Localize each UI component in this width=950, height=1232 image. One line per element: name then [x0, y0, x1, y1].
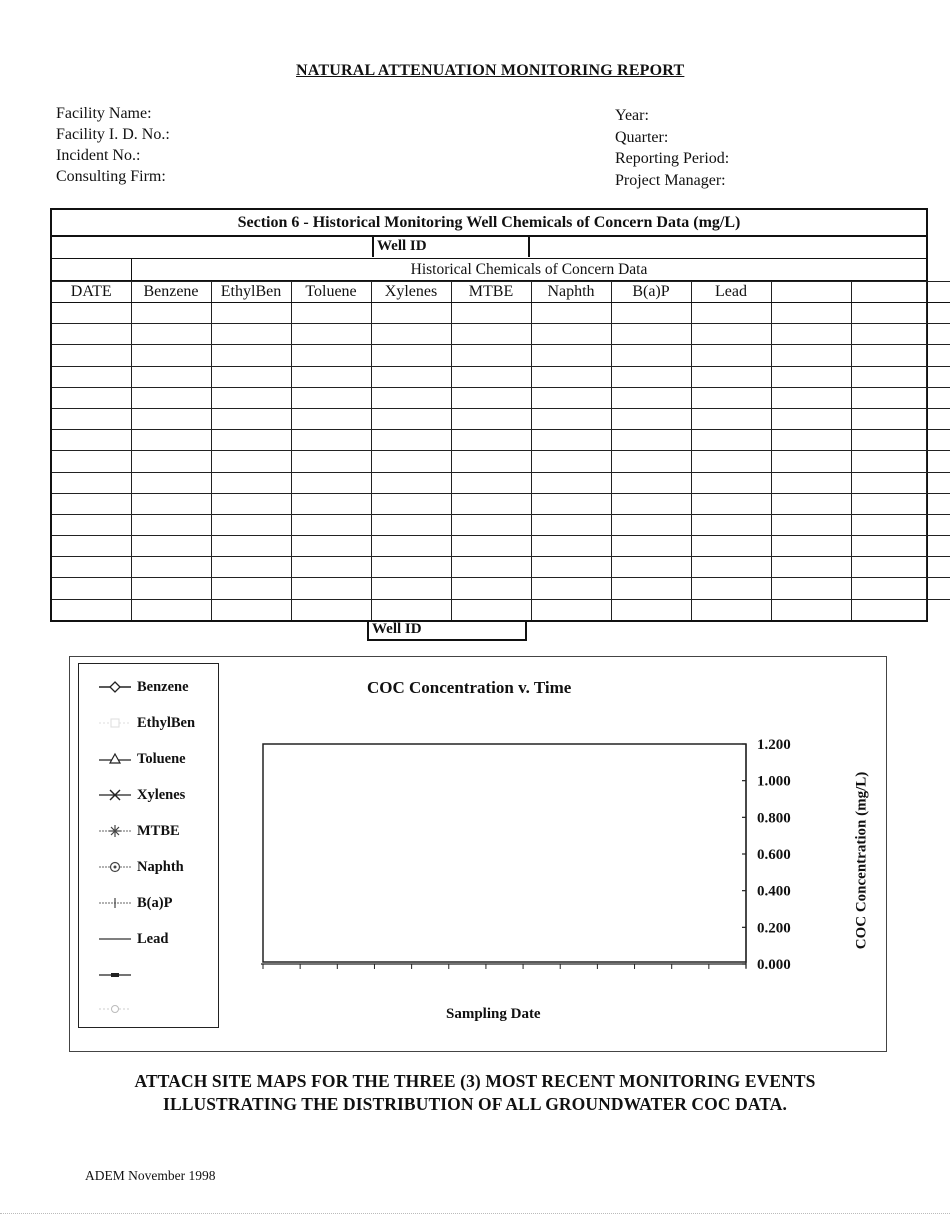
table-cell[interactable]: [211, 324, 291, 345]
table-cell[interactable]: [371, 557, 451, 578]
header-right-fields: [615, 105, 729, 191]
table-cell[interactable]: [52, 430, 131, 451]
table-cell[interactable]: [771, 387, 851, 408]
table-cell[interactable]: [771, 303, 851, 324]
col-toluene: Toluene: [291, 282, 371, 303]
footer-note: ADEM November 1998: [85, 1168, 216, 1183]
table-cell[interactable]: [611, 536, 691, 557]
col-blank-1: [771, 282, 851, 303]
scan-edge-line: [0, 1213, 950, 1215]
table-cell[interactable]: [926, 430, 950, 451]
table-header-row: [52, 282, 950, 303]
well-id-field[interactable]: Well ID: [372, 236, 530, 257]
historical-data-section: [50, 208, 928, 622]
table-cell[interactable]: [52, 324, 131, 345]
historical-label: Historical Chemicals of Concern Data: [410, 261, 648, 278]
table-cell[interactable]: [52, 514, 131, 535]
table-row: [52, 557, 950, 578]
y-tick-label: 1.200: [757, 737, 791, 753]
table-cell[interactable]: [371, 599, 451, 620]
year-label: Year:: [615, 107, 649, 124]
table-cell[interactable]: [291, 366, 371, 387]
incident-no-label: Incident No.:: [56, 147, 141, 164]
table-cell[interactable]: [371, 514, 451, 535]
table-cell[interactable]: [211, 303, 291, 324]
table-cell[interactable]: [851, 578, 926, 599]
legend-label: EthylBen: [137, 715, 196, 731]
table-cell[interactable]: [691, 303, 771, 324]
table-cell[interactable]: [131, 557, 211, 578]
table-cell[interactable]: [371, 345, 451, 366]
table-cell[interactable]: [771, 451, 851, 472]
table-cell[interactable]: [211, 387, 291, 408]
table-cell[interactable]: [531, 387, 611, 408]
chart-plot: [70, 657, 886, 1051]
y-tick-label: 0.200: [757, 920, 791, 937]
header-left-fields: [56, 103, 170, 187]
table-cell[interactable]: [291, 345, 371, 366]
table-cell[interactable]: [371, 536, 451, 557]
table-row: [52, 578, 950, 599]
table-row: [52, 599, 950, 620]
table-cell[interactable]: [771, 578, 851, 599]
table-cell[interactable]: [691, 408, 771, 429]
legend-label: Toluene: [137, 751, 186, 767]
y-tick-label: 1.000: [757, 773, 791, 790]
table-cell[interactable]: [851, 303, 926, 324]
table-cell[interactable]: [531, 599, 611, 620]
table-cell[interactable]: [211, 430, 291, 451]
table-cell[interactable]: [926, 599, 950, 620]
table-cell[interactable]: [131, 430, 211, 451]
col-blank-3: [926, 282, 950, 303]
table-row: [52, 451, 950, 472]
historical-label-spacer: [52, 259, 132, 280]
table-row: [52, 324, 950, 345]
table-cell[interactable]: [211, 408, 291, 429]
table-cell[interactable]: [52, 599, 131, 620]
table-cell[interactable]: [926, 451, 950, 472]
report-title: NATURAL ATTENUATION MONITORING REPORT: [296, 62, 685, 79]
attach-maps-note: [0, 1070, 950, 1116]
table-row: [52, 366, 950, 387]
table-cell[interactable]: [291, 303, 371, 324]
table-cell[interactable]: [611, 493, 691, 514]
table-cell[interactable]: [371, 408, 451, 429]
table-cell[interactable]: [691, 366, 771, 387]
table-cell[interactable]: [611, 387, 691, 408]
table-cell[interactable]: [52, 557, 131, 578]
table-cell[interactable]: [451, 303, 531, 324]
table-cell[interactable]: [851, 493, 926, 514]
table-cell[interactable]: [926, 303, 950, 324]
table-cell[interactable]: [211, 472, 291, 493]
table-cell[interactable]: [52, 345, 131, 366]
legend-label: B(a)P: [137, 895, 173, 911]
table-cell[interactable]: [531, 472, 611, 493]
table-cell[interactable]: [691, 578, 771, 599]
y-tick-label: 0.600: [757, 847, 791, 863]
table-cell[interactable]: [851, 324, 926, 345]
table-cell[interactable]: [926, 578, 950, 599]
table-cell[interactable]: [451, 536, 531, 557]
table-cell[interactable]: [691, 387, 771, 408]
table-cell[interactable]: [691, 430, 771, 451]
table-cell[interactable]: [52, 493, 131, 514]
table-cell[interactable]: [131, 408, 211, 429]
table-cell[interactable]: [691, 451, 771, 472]
table-cell[interactable]: [131, 387, 211, 408]
table-cell[interactable]: [851, 557, 926, 578]
table-row: [52, 472, 950, 493]
table-cell[interactable]: [531, 366, 611, 387]
table-cell[interactable]: [531, 324, 611, 345]
table-cell[interactable]: [531, 578, 611, 599]
table-cell[interactable]: [851, 599, 926, 620]
table-cell[interactable]: [851, 536, 926, 557]
table-cell[interactable]: [691, 599, 771, 620]
table-cell[interactable]: [771, 536, 851, 557]
table-cell[interactable]: [611, 345, 691, 366]
coc-data-table: [52, 281, 950, 620]
table-cell[interactable]: [291, 387, 371, 408]
table-cell[interactable]: [691, 472, 771, 493]
table-cell[interactable]: [926, 514, 950, 535]
table-cell[interactable]: [926, 493, 950, 514]
table-cell[interactable]: [291, 557, 371, 578]
table-cell[interactable]: [691, 493, 771, 514]
table-cell[interactable]: [371, 366, 451, 387]
table-cell[interactable]: [451, 493, 531, 514]
table-cell[interactable]: [451, 557, 531, 578]
table-cell[interactable]: [52, 578, 131, 599]
table-cell[interactable]: [771, 472, 851, 493]
table-cell[interactable]: [451, 578, 531, 599]
table-cell[interactable]: [131, 599, 211, 620]
table-cell[interactable]: [851, 472, 926, 493]
table-cell[interactable]: [52, 366, 131, 387]
table-cell[interactable]: [531, 451, 611, 472]
y-tick-label: 0.000: [757, 957, 791, 973]
table-cell[interactable]: [451, 408, 531, 429]
legend-label: MTBE: [137, 823, 180, 839]
table-cell[interactable]: [926, 387, 950, 408]
table-cell[interactable]: [926, 345, 950, 366]
table-cell[interactable]: [851, 345, 926, 366]
table-row: [52, 345, 950, 366]
col-mtbe: MTBE: [451, 282, 531, 303]
table-cell[interactable]: [851, 387, 926, 408]
table-row: [52, 430, 950, 451]
table-cell[interactable]: [52, 451, 131, 472]
table-cell[interactable]: [691, 557, 771, 578]
table-cell[interactable]: [291, 451, 371, 472]
table-row: [52, 408, 950, 429]
project-manager-label: Project Manager:: [615, 171, 726, 189]
table-cell[interactable]: [451, 324, 531, 345]
table-cell[interactable]: [211, 557, 291, 578]
table-cell[interactable]: [851, 366, 926, 387]
table-cell[interactable]: [926, 408, 950, 429]
table-cell[interactable]: [52, 472, 131, 493]
table-cell[interactable]: [771, 493, 851, 514]
table-cell[interactable]: [371, 430, 451, 451]
table-cell[interactable]: [211, 366, 291, 387]
table-cell[interactable]: [451, 430, 531, 451]
legend-label: Xylenes: [137, 787, 186, 803]
x-axis-label: Sampling Date: [446, 1006, 541, 1022]
table-cell[interactable]: [611, 472, 691, 493]
quarter-label: Quarter:: [615, 128, 669, 146]
table-cell[interactable]: [451, 472, 531, 493]
table-cell[interactable]: [451, 599, 531, 620]
table-cell[interactable]: [371, 324, 451, 345]
table-cell[interactable]: [131, 514, 211, 535]
table-cell[interactable]: [211, 451, 291, 472]
table-cell[interactable]: [211, 493, 291, 514]
table-cell[interactable]: [531, 536, 611, 557]
table-cell[interactable]: [131, 366, 211, 387]
table-cell[interactable]: [291, 430, 371, 451]
table-cell[interactable]: [451, 514, 531, 535]
table-cell[interactable]: [52, 303, 131, 324]
table-cell[interactable]: [611, 578, 691, 599]
y-ticks: [742, 737, 791, 973]
table-cell[interactable]: [531, 345, 611, 366]
legend-label: Benzene: [137, 679, 189, 695]
attach-note-line-2: ILLUSTRATING THE DISTRIBUTION OF ALL GROUNDWATER COC DATA.: [163, 1094, 787, 1114]
col-ethylben: EthylBen: [211, 282, 291, 303]
table-cell[interactable]: [131, 324, 211, 345]
col-xylenes: Xylenes: [371, 282, 451, 303]
table-cell[interactable]: [771, 430, 851, 451]
table-cell[interactable]: [611, 366, 691, 387]
table-cell[interactable]: [926, 324, 950, 345]
facility-id-label: Facility I. D. No.:: [56, 126, 170, 143]
table-cell[interactable]: [691, 536, 771, 557]
table-cell[interactable]: [851, 514, 926, 535]
table-cell[interactable]: [611, 599, 691, 620]
table-cell[interactable]: [691, 514, 771, 535]
table-cell[interactable]: [131, 536, 211, 557]
y-axis-label: COC Concentration (mg/L): [853, 771, 870, 950]
table-cell[interactable]: [211, 345, 291, 366]
table-cell[interactable]: [926, 366, 950, 387]
table-cell[interactable]: [771, 324, 851, 345]
table-cell[interactable]: [611, 557, 691, 578]
reporting-period-label: Reporting Period:: [615, 150, 730, 167]
table-cell[interactable]: [371, 578, 451, 599]
legend-label: Lead: [137, 931, 169, 947]
historical-label-row: [52, 259, 926, 281]
table-cell[interactable]: [531, 408, 611, 429]
table-row: [52, 493, 950, 514]
table-cell[interactable]: [131, 493, 211, 514]
table-cell[interactable]: [771, 557, 851, 578]
x-ticks: [263, 964, 746, 969]
table-cell[interactable]: [691, 345, 771, 366]
col-blank-2: [851, 282, 926, 303]
table-cell[interactable]: [851, 451, 926, 472]
table-cell[interactable]: [371, 472, 451, 493]
table-cell[interactable]: [211, 514, 291, 535]
col-lead: Lead: [691, 282, 771, 303]
table-cell[interactable]: [371, 303, 451, 324]
table-cell[interactable]: [926, 472, 950, 493]
col-benzene: Benzene: [131, 282, 211, 303]
table-cell[interactable]: [531, 514, 611, 535]
well-id-bottom-field[interactable]: Well ID: [367, 620, 527, 641]
col-date: DATE: [52, 282, 131, 303]
table-row: [52, 303, 950, 324]
table-cell[interactable]: [211, 536, 291, 557]
legend-label: Naphth: [137, 859, 184, 875]
well-id-row: [52, 237, 926, 259]
table-cell[interactable]: [611, 514, 691, 535]
attach-note-line-1: ATTACH SITE MAPS FOR THE THREE (3) MOST RECENT MONITORING EVENTS: [134, 1071, 816, 1091]
table-cell[interactable]: [611, 303, 691, 324]
consulting-firm-label: Consulting Firm:: [56, 168, 166, 185]
facility-name-label: Facility Name:: [56, 105, 152, 122]
table-cell[interactable]: [611, 408, 691, 429]
table-row: [52, 514, 950, 535]
table-cell[interactable]: [611, 324, 691, 345]
y-tick-label: 0.400: [757, 883, 791, 900]
table-cell[interactable]: [851, 430, 926, 451]
table-cell[interactable]: [131, 578, 211, 599]
plot-area: [263, 744, 746, 962]
y-tick-label: 0.800: [757, 810, 791, 827]
table-cell[interactable]: [131, 451, 211, 472]
table-cell[interactable]: [771, 408, 851, 429]
table-cell[interactable]: [531, 303, 611, 324]
table-cell[interactable]: [211, 578, 291, 599]
table-cell[interactable]: [451, 387, 531, 408]
table-cell[interactable]: [771, 366, 851, 387]
table-cell[interactable]: [291, 472, 371, 493]
table-cell[interactable]: [291, 536, 371, 557]
coc-chart-panel: [69, 656, 887, 1052]
table-cell[interactable]: [291, 408, 371, 429]
chart-title: COC Concentration v. Time: [367, 678, 572, 697]
col-bap: B(a)P: [611, 282, 691, 303]
table-cell[interactable]: [371, 387, 451, 408]
table-cell[interactable]: [52, 387, 131, 408]
table-cell[interactable]: [451, 451, 531, 472]
section-title: Section 6 - Historical Monitoring Well Chemicals of Concern Data (mg/L): [52, 210, 926, 237]
table-cell[interactable]: [691, 324, 771, 345]
table-cell[interactable]: [771, 514, 851, 535]
table-cell[interactable]: [611, 451, 691, 472]
table-cell[interactable]: [926, 536, 950, 557]
table-cell[interactable]: [531, 557, 611, 578]
table-cell[interactable]: [771, 599, 851, 620]
table-cell[interactable]: [451, 366, 531, 387]
col-naphth: Naphth: [531, 282, 611, 303]
table-cell[interactable]: [371, 451, 451, 472]
table-cell[interactable]: [131, 472, 211, 493]
table-cell[interactable]: [371, 493, 451, 514]
table-cell[interactable]: [291, 599, 371, 620]
table-cell[interactable]: [291, 324, 371, 345]
table-cell[interactable]: [291, 578, 371, 599]
table-cell[interactable]: [611, 430, 691, 451]
table-cell[interactable]: [291, 514, 371, 535]
table-cell[interactable]: [52, 536, 131, 557]
table-row: [52, 536, 950, 557]
table-cell[interactable]: [771, 345, 851, 366]
table-cell[interactable]: [451, 345, 531, 366]
table-cell[interactable]: [131, 303, 211, 324]
table-cell[interactable]: [531, 493, 611, 514]
table-cell[interactable]: [131, 345, 211, 366]
table-cell[interactable]: [926, 557, 950, 578]
table-cell[interactable]: [291, 493, 371, 514]
table-row: [52, 387, 950, 408]
table-cell[interactable]: [851, 408, 926, 429]
table-cell[interactable]: [52, 408, 131, 429]
table-cell[interactable]: [531, 430, 611, 451]
table-cell[interactable]: [211, 599, 291, 620]
